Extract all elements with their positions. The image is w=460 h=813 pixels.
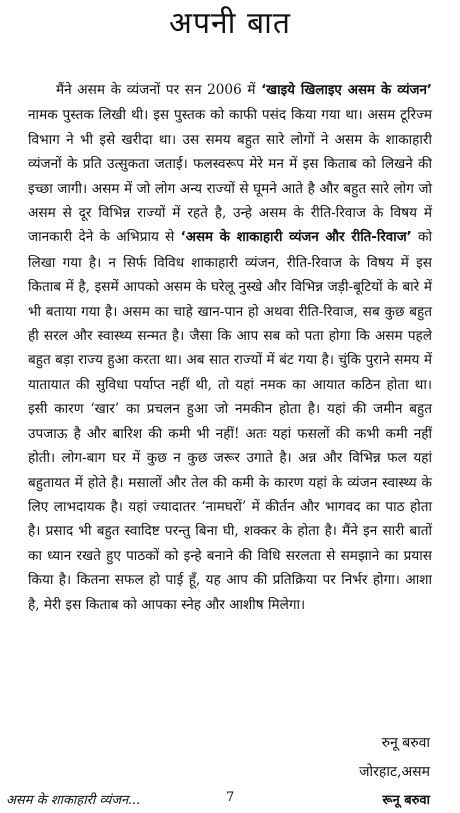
preface-paragraph [28,78,432,617]
footer-author: रूनू बरुवा [382,793,430,808]
text-run: मैंने असम के व्यंजनों पर सन 2006 में [56,82,262,98]
text-run: को लिखा गया है। न सिर्फ विविध शाकाहारी व्यंजन, रीति-रिवाज के विषय में इस किताब में है, इसमें आपको असम के घरेलू नुस्खे और विभिन्न जड़ी-बूटियों के बारे में भी बताया गया है। असम का चाहे खान-पान हो अथवा रीति-रिवाज, सब कुछ बहुत ही सरल और स्वास्थ्य सन्मत है। जैसा कि आप सब को पता होगा कि असम पहले बहुत बड़ा राज्य हुआ करता था। अब सात राज्यों में बंट गया है। चुंकि पुराने समय में यातायात की सुविधा पर्याप्त नहीं थी, तो यहां नमक का आयात कठिन होता था। इसी कारण ‘खार’ का प्रचलन हुआ जो नमकीन होता है। यहां की जमीन बहुत उपजाऊ है और बारिश की कमी भी नहीं! अतः यहां फसलों की कभी कमी नहीं होती। लोग-बाग घर में कुछ न कुछ जरूर उगाते है। अन्न और विभिन्न फल यहां बहुतायत में होते है। मसालों और तेल की कमी के कारण यहां के व्यंजन स्वास्थ्य के लिए लाभदायक है। यहां ज्यादातर ‘नामघरों’ में कीर्तन और भागवद का पाठ होता है। प्रसाद भी बहुत स्वादिष्ट परन्तु बिना घी, शक्कर के होता है। मैंने इन सारी बातों का ध्यान रखते हुए पाठकों को इन्हे बनाने की विधि सरलता से समझाने का प्रयास किया है। कितना सफल हो पाई हूँ, यह आप की प्रतिक्रिया पर निर्भर होगा। आशा है, मेरी इस किताब को आपका स्नेह और आशीष मिलेगा। [28,229,432,613]
text-run: नामक पुस्तक लिखी थी। इस पुस्तक को काफी पसंद किया गया था। असम टूरिज्म विभाग ने भी इसे खरीदा था। उस समय बहुत सारे लोगों ने असम के शाकाहारी व्यंजनों के प्रति उत्सुकता जताई। फलस्वरूप मेरे मन में इस किताब को लिखने की इच्छा जागी। असम में जो लोग अन्य राज्यों से घूमने आते है और बहुत सारे लोग जो असम से दूर विभिन्न राज्यों में रहते है, उन्हे असम के रीति-रिवाज के विषय में जानकारी देने के अभिप्राय से [28,107,432,246]
footer-book-title: असम के शाकाहारी व्यंजन... [6,793,141,808]
book-title-emphasis: ‘खाइये खिलाइए असम के व्यंजन’ [261,83,433,98]
author-location: जोरहाट,असम [359,764,430,780]
book-title-emphasis: ‘असम के शाकाहारी व्यंजन और रीति-रिवाज’ [180,230,412,246]
page-title: अपनी बात [169,6,291,41]
author-signature: रुनू बरुवा [381,735,430,751]
preface-text [28,78,432,617]
page-number: 7 [226,790,235,805]
